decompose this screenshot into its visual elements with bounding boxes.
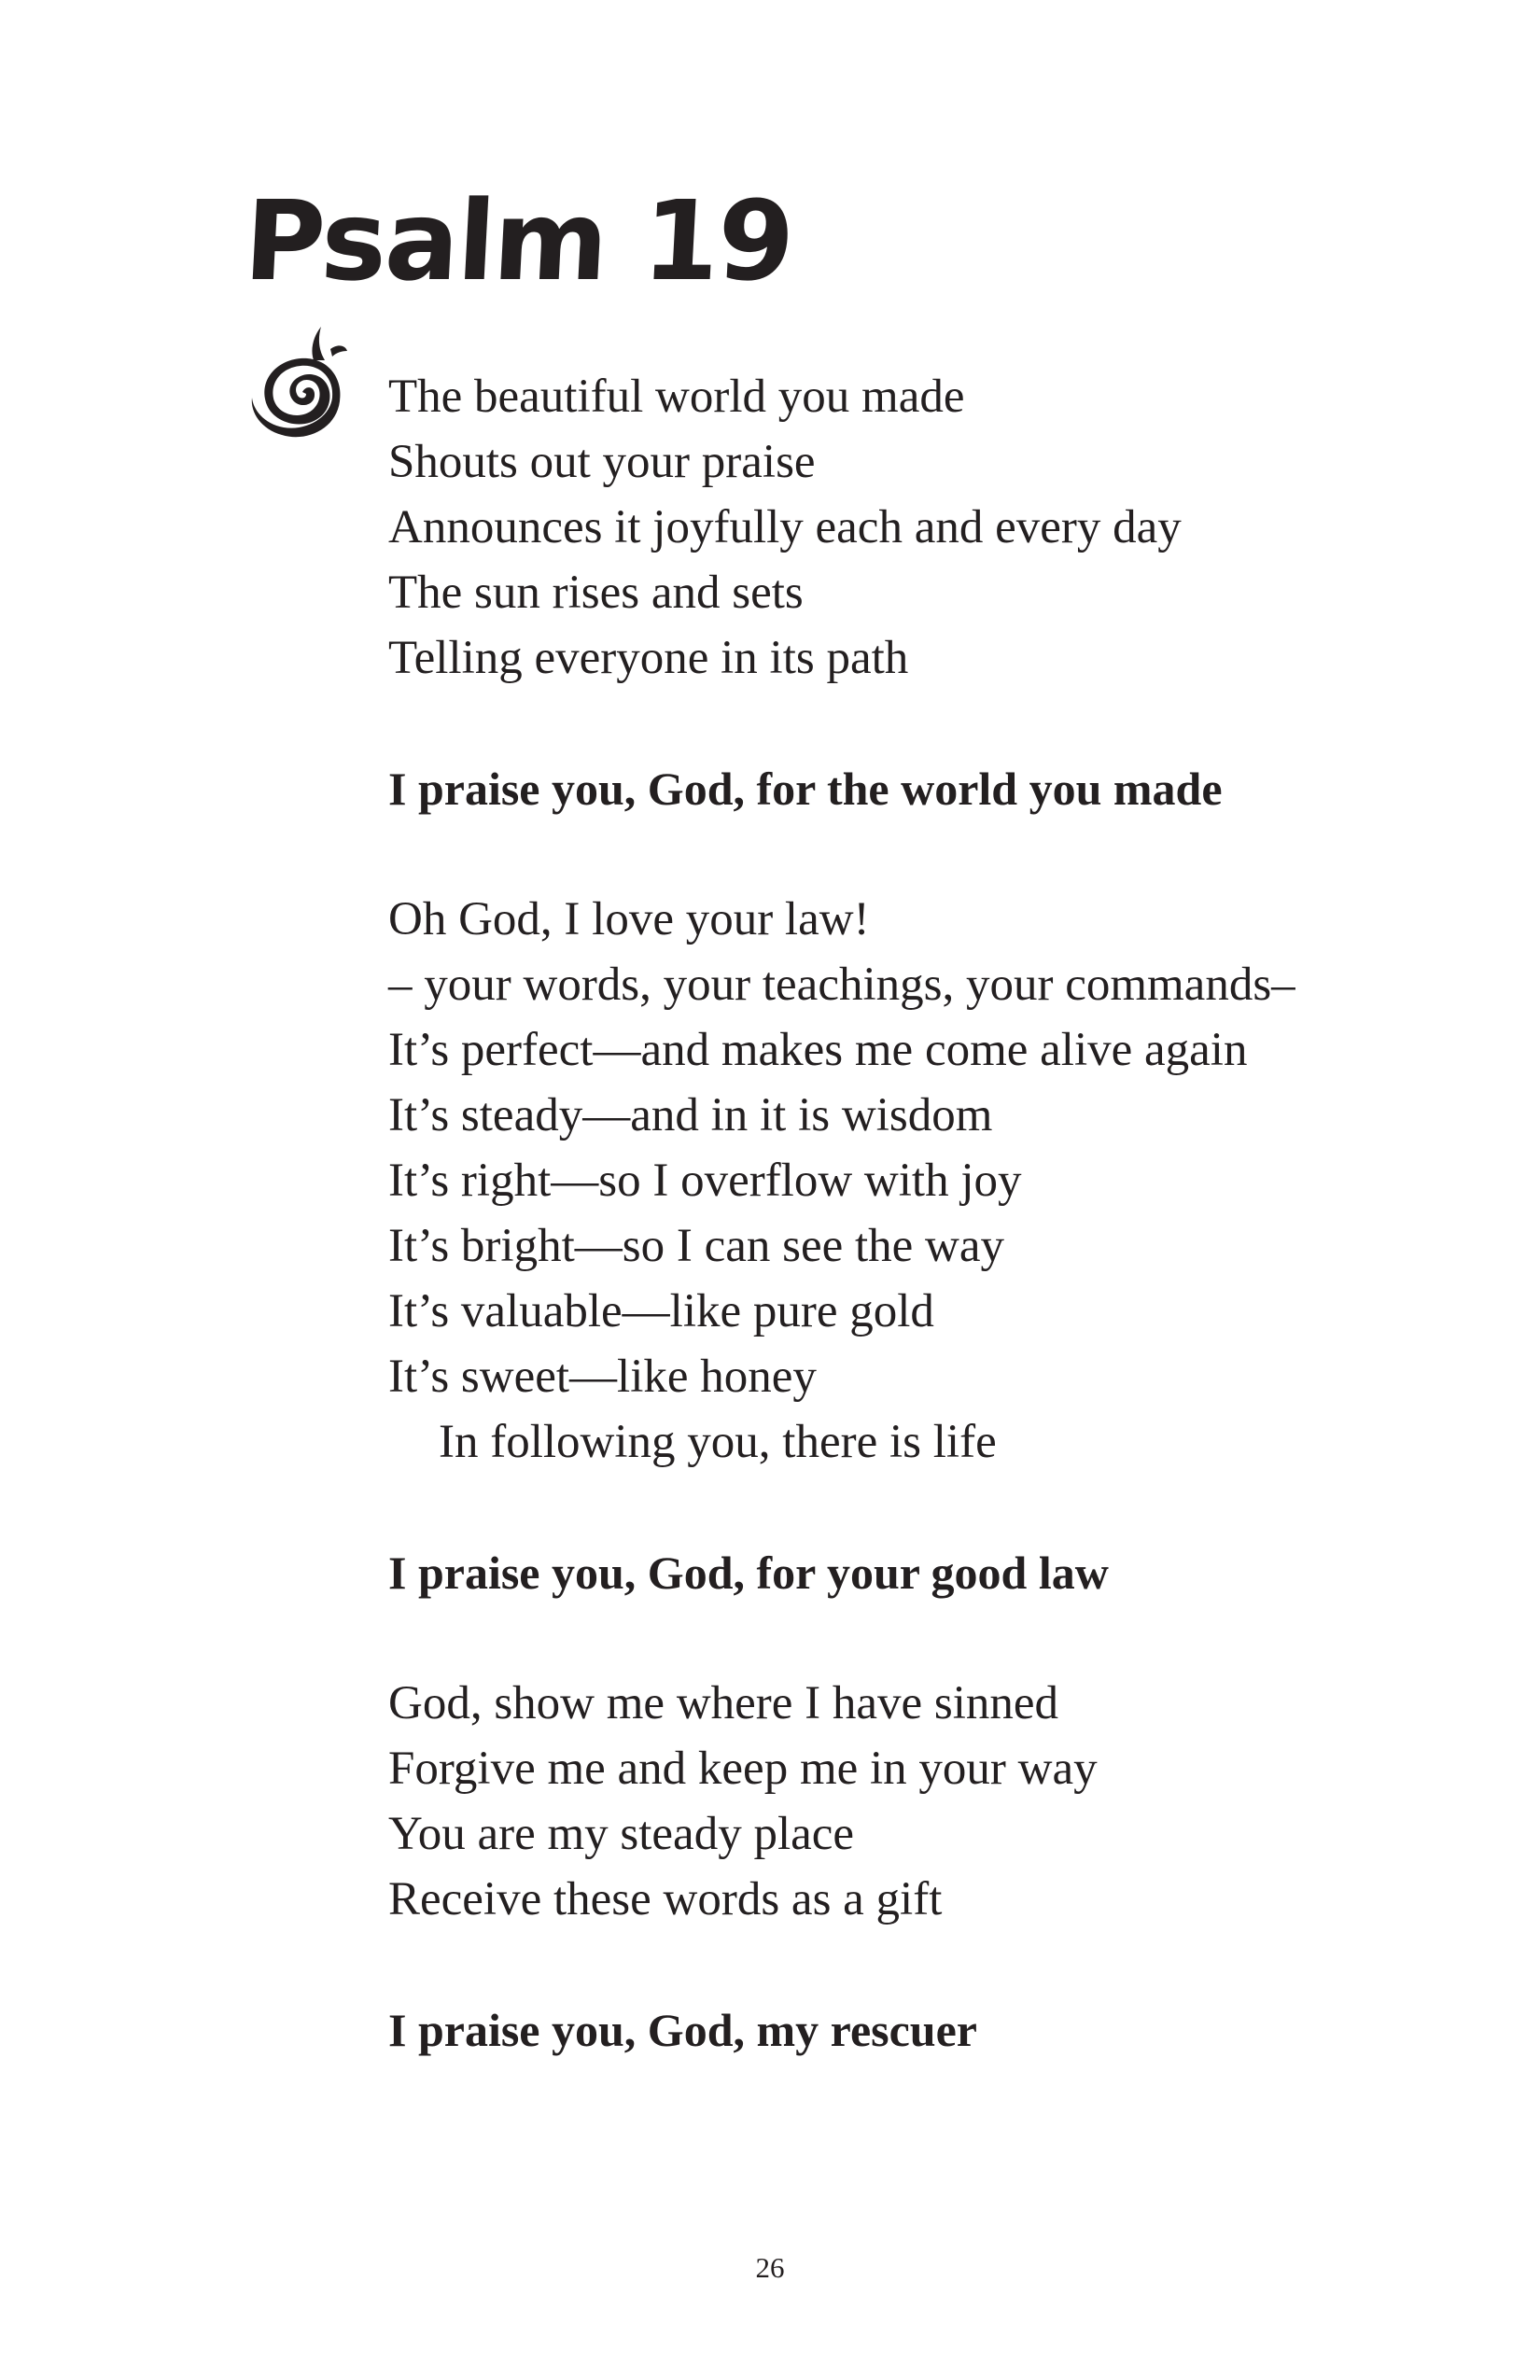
stanza	[388, 1671, 1462, 1932]
poem-line: God, show me where I have sinned	[388, 1677, 1059, 1729]
poem-line: It’s sweet—like honey	[388, 1351, 817, 1403]
spiral-icon	[245, 319, 349, 450]
poem-line: It’s valuable—like pure gold	[388, 1285, 934, 1337]
poem-line-indented: In following you, there is life	[439, 1416, 997, 1468]
poem-line: Oh God, I love your law!	[388, 893, 870, 945]
poem-line: It’s steady—and in it is wisdom	[388, 1089, 993, 1141]
refrain: I praise you, God, for your good law	[388, 1547, 1109, 1599]
poem-line: It’s bright—so I can see the way	[388, 1220, 1004, 1272]
poem-line: The beautiful world you made	[388, 371, 965, 423]
poem-line: – your words, your teachings, your commands–	[388, 959, 1295, 1011]
stanza	[388, 887, 1462, 1475]
poem-line: It’s right—so I overflow with joy	[388, 1155, 1022, 1207]
poem-line: You are my steady place	[388, 1808, 855, 1860]
stanza	[388, 364, 1462, 691]
refrain: I praise you, God, for the world you made	[388, 763, 1223, 815]
page-number: 26	[755, 2251, 785, 2284]
poem-line: Announces it joyfully each and every day	[388, 501, 1182, 553]
poem-line: Forgive me and keep me in your way	[388, 1743, 1098, 1795]
poem-body	[388, 364, 1462, 2128]
poem-line: Shouts out your praise	[388, 436, 816, 488]
refrain: I praise you, God, my rescuer	[388, 2004, 977, 2056]
poem-line: It’s perfect—and makes me come alive again	[388, 1024, 1248, 1076]
poem-line: Receive these words as a gift	[388, 1873, 943, 1925]
page-title: Psalm 19	[241, 176, 796, 306]
poem-line: Telling everyone in its path	[388, 632, 909, 684]
poem-line: The sun rises and sets	[388, 567, 804, 619]
